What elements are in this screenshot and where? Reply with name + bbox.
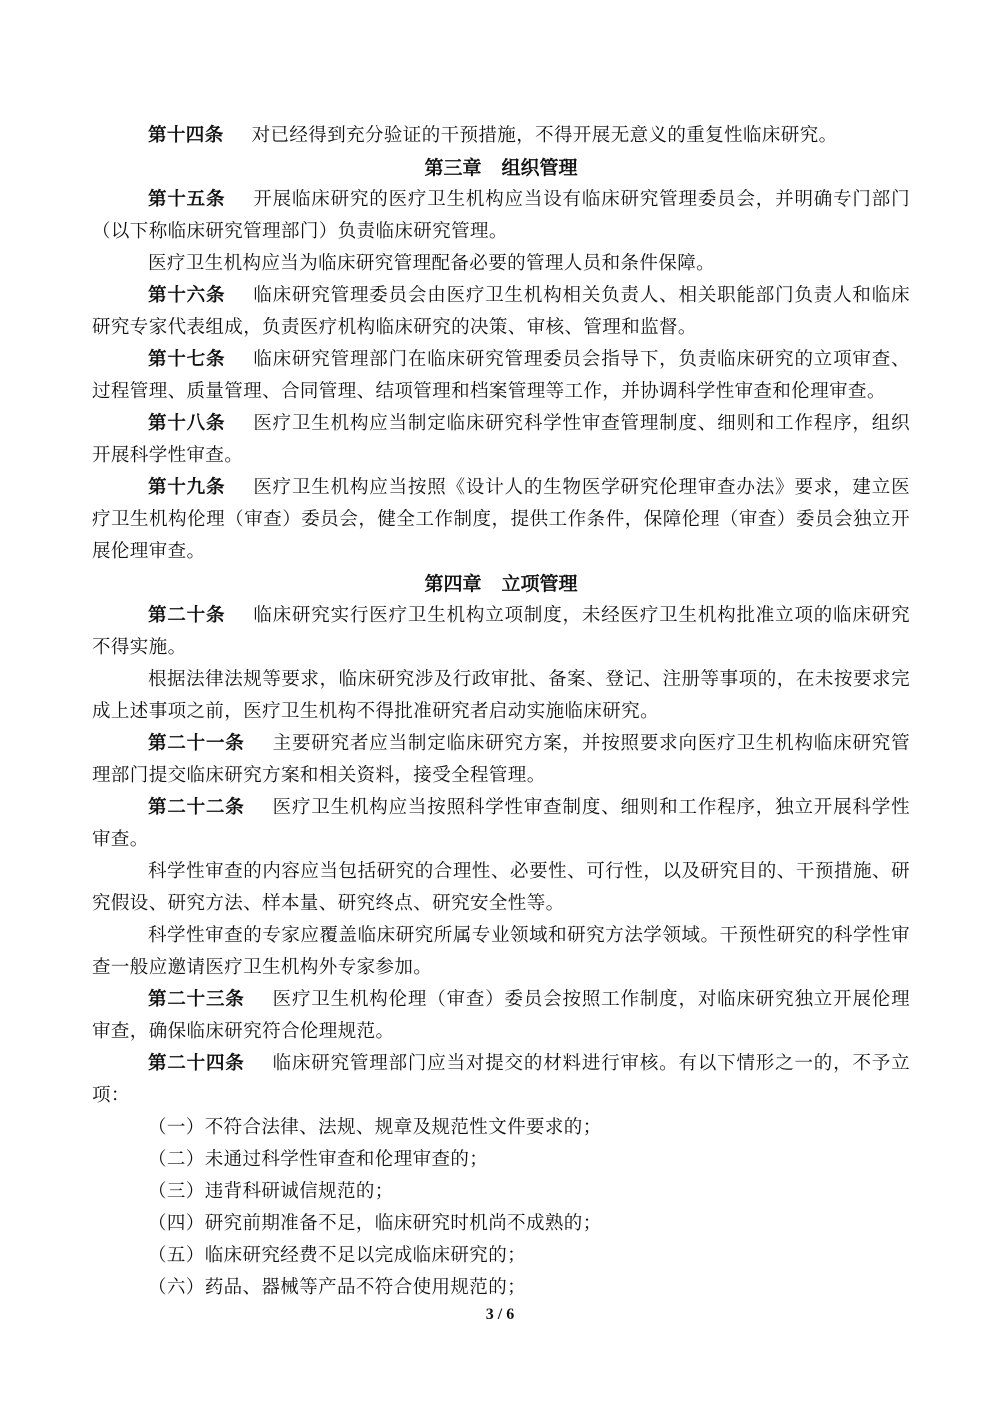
article-text: 医疗卫生机构应当制定临床研究科学性审查管理制度、细则和工作程序，组织开展科学性审查。: [92, 413, 910, 466]
article-20: [92, 600, 910, 664]
article-label: 第十八条: [148, 413, 226, 434]
article-17: [92, 344, 910, 408]
page-number: 3 / 6: [485, 1306, 515, 1323]
article-22-paragraph-2: 科学性审查的内容应当包括研究的合理性、必要性、可行性，以及研究目的、干预措施、研究假设、研究方法、样本量、研究终点、研究安全性等。: [92, 861, 910, 914]
article-text: 开展临床研究的医疗卫生机构应当设有临床研究管理委员会，并明确专门部门（以下称临床研究管理部门）负责临床研究管理。: [92, 189, 910, 242]
article-18: [92, 408, 910, 472]
article-label: 第十六条: [148, 285, 226, 306]
article-15-paragraph-2: 医疗卫生机构应当为临床研究管理配备必要的管理人员和条件保障。: [148, 253, 716, 274]
article-text: 临床研究管理委员会由医疗卫生机构相关负责人、相关职能部门负责人和临床研究专家代表组成，负责医疗机构临床研究的决策、审核、管理和监督。: [92, 285, 910, 338]
article-text: 医疗卫生机构应当按照《设计人的生物医学研究伦理审查办法》要求，建立医疗卫生机构伦理（审查）委员会，健全工作制度，提供工作条件，保障伦理（审查）委员会独立开展伦理审查。: [92, 477, 910, 562]
article-19: [92, 472, 910, 568]
list-item: （二）未通过科学性审查和伦理审查的；: [148, 1149, 489, 1170]
chapter-4-heading: [92, 568, 910, 600]
article-22-paragraph-3: 科学性审查的专家应覆盖临床研究所属专业领域和研究方法学领域。干预性研究的科学性审查一般应邀请医疗卫生机构外专家参加。: [92, 925, 910, 978]
article-23: [92, 984, 910, 1048]
article-label: 第二十四条: [148, 1053, 245, 1074]
article-15: [92, 184, 910, 248]
article-20-paragraph-2: 根据法律法规等要求，临床研究涉及行政审批、备案、登记、注册等事项的，在未按要求完成上述事项之前，医疗卫生机构不得批准研究者启动实施临床研究。: [92, 669, 910, 722]
article-label: 第二十二条: [148, 797, 245, 818]
chapter-number: 第四章: [424, 573, 482, 595]
article-label: 第十九条: [148, 477, 226, 498]
article-text: 临床研究实行医疗卫生机构立项制度，未经医疗卫生机构批准立项的临床研究不得实施。: [92, 605, 910, 658]
article-text: 医疗卫生机构伦理（审查）委员会按照工作制度，对临床研究独立开展伦理审查，确保临床研究符合伦理规范。: [92, 989, 910, 1042]
article-text: 主要研究者应当制定临床研究方案，并按照要求向医疗卫生机构临床研究管理部门提交临床研究方案和相关资料，接受全程管理。: [92, 733, 910, 786]
article-label: 第二十一条: [148, 733, 245, 754]
chapter-number: 第三章: [424, 157, 482, 179]
article-label: 第二十条: [148, 605, 226, 626]
article-21: [92, 728, 910, 792]
article-label: 第十七条: [148, 349, 226, 370]
article-text: 临床研究管理部门在临床研究管理委员会指导下，负责临床研究的立项审查、过程管理、质量管理、合同管理、结项管理和档案管理等工作，并协调科学性审查和伦理审查。: [92, 349, 910, 402]
list-item: （一）不符合法律、法规、规章及规范性文件要求的；: [148, 1117, 602, 1138]
list-item: （三）违背科研诚信规范的；: [148, 1181, 394, 1202]
article-24: [92, 1048, 910, 1112]
article-text: 临床研究管理部门应当对提交的材料进行审核。有以下情形之一的，不予立项：: [92, 1053, 910, 1106]
list-item: （五）临床研究经费不足以完成临床研究的；: [148, 1245, 527, 1266]
article-label: 第十四条: [148, 125, 224, 146]
article-label: 第二十三条: [148, 989, 245, 1010]
document-body: [92, 120, 910, 1304]
article-14: [92, 120, 910, 152]
article-text: 对已经得到充分验证的干预措施，不得开展无意义的重复性临床研究。: [251, 125, 838, 146]
article-text: 医疗卫生机构应当按照科学性审查制度、细则和工作程序，独立开展科学性审查。: [92, 797, 910, 850]
article-22: [92, 792, 910, 856]
article-label: 第十五条: [148, 189, 226, 210]
chapter-title: 立项管理: [501, 573, 578, 595]
chapter-title: 组织管理: [501, 157, 578, 179]
list-item: （四）研究前期准备不足，临床研究时机尚不成熟的；: [148, 1213, 602, 1234]
chapter-3-heading: [92, 152, 910, 184]
list-item: （六）药品、器械等产品不符合使用规范的；: [148, 1277, 527, 1298]
article-16: [92, 280, 910, 344]
